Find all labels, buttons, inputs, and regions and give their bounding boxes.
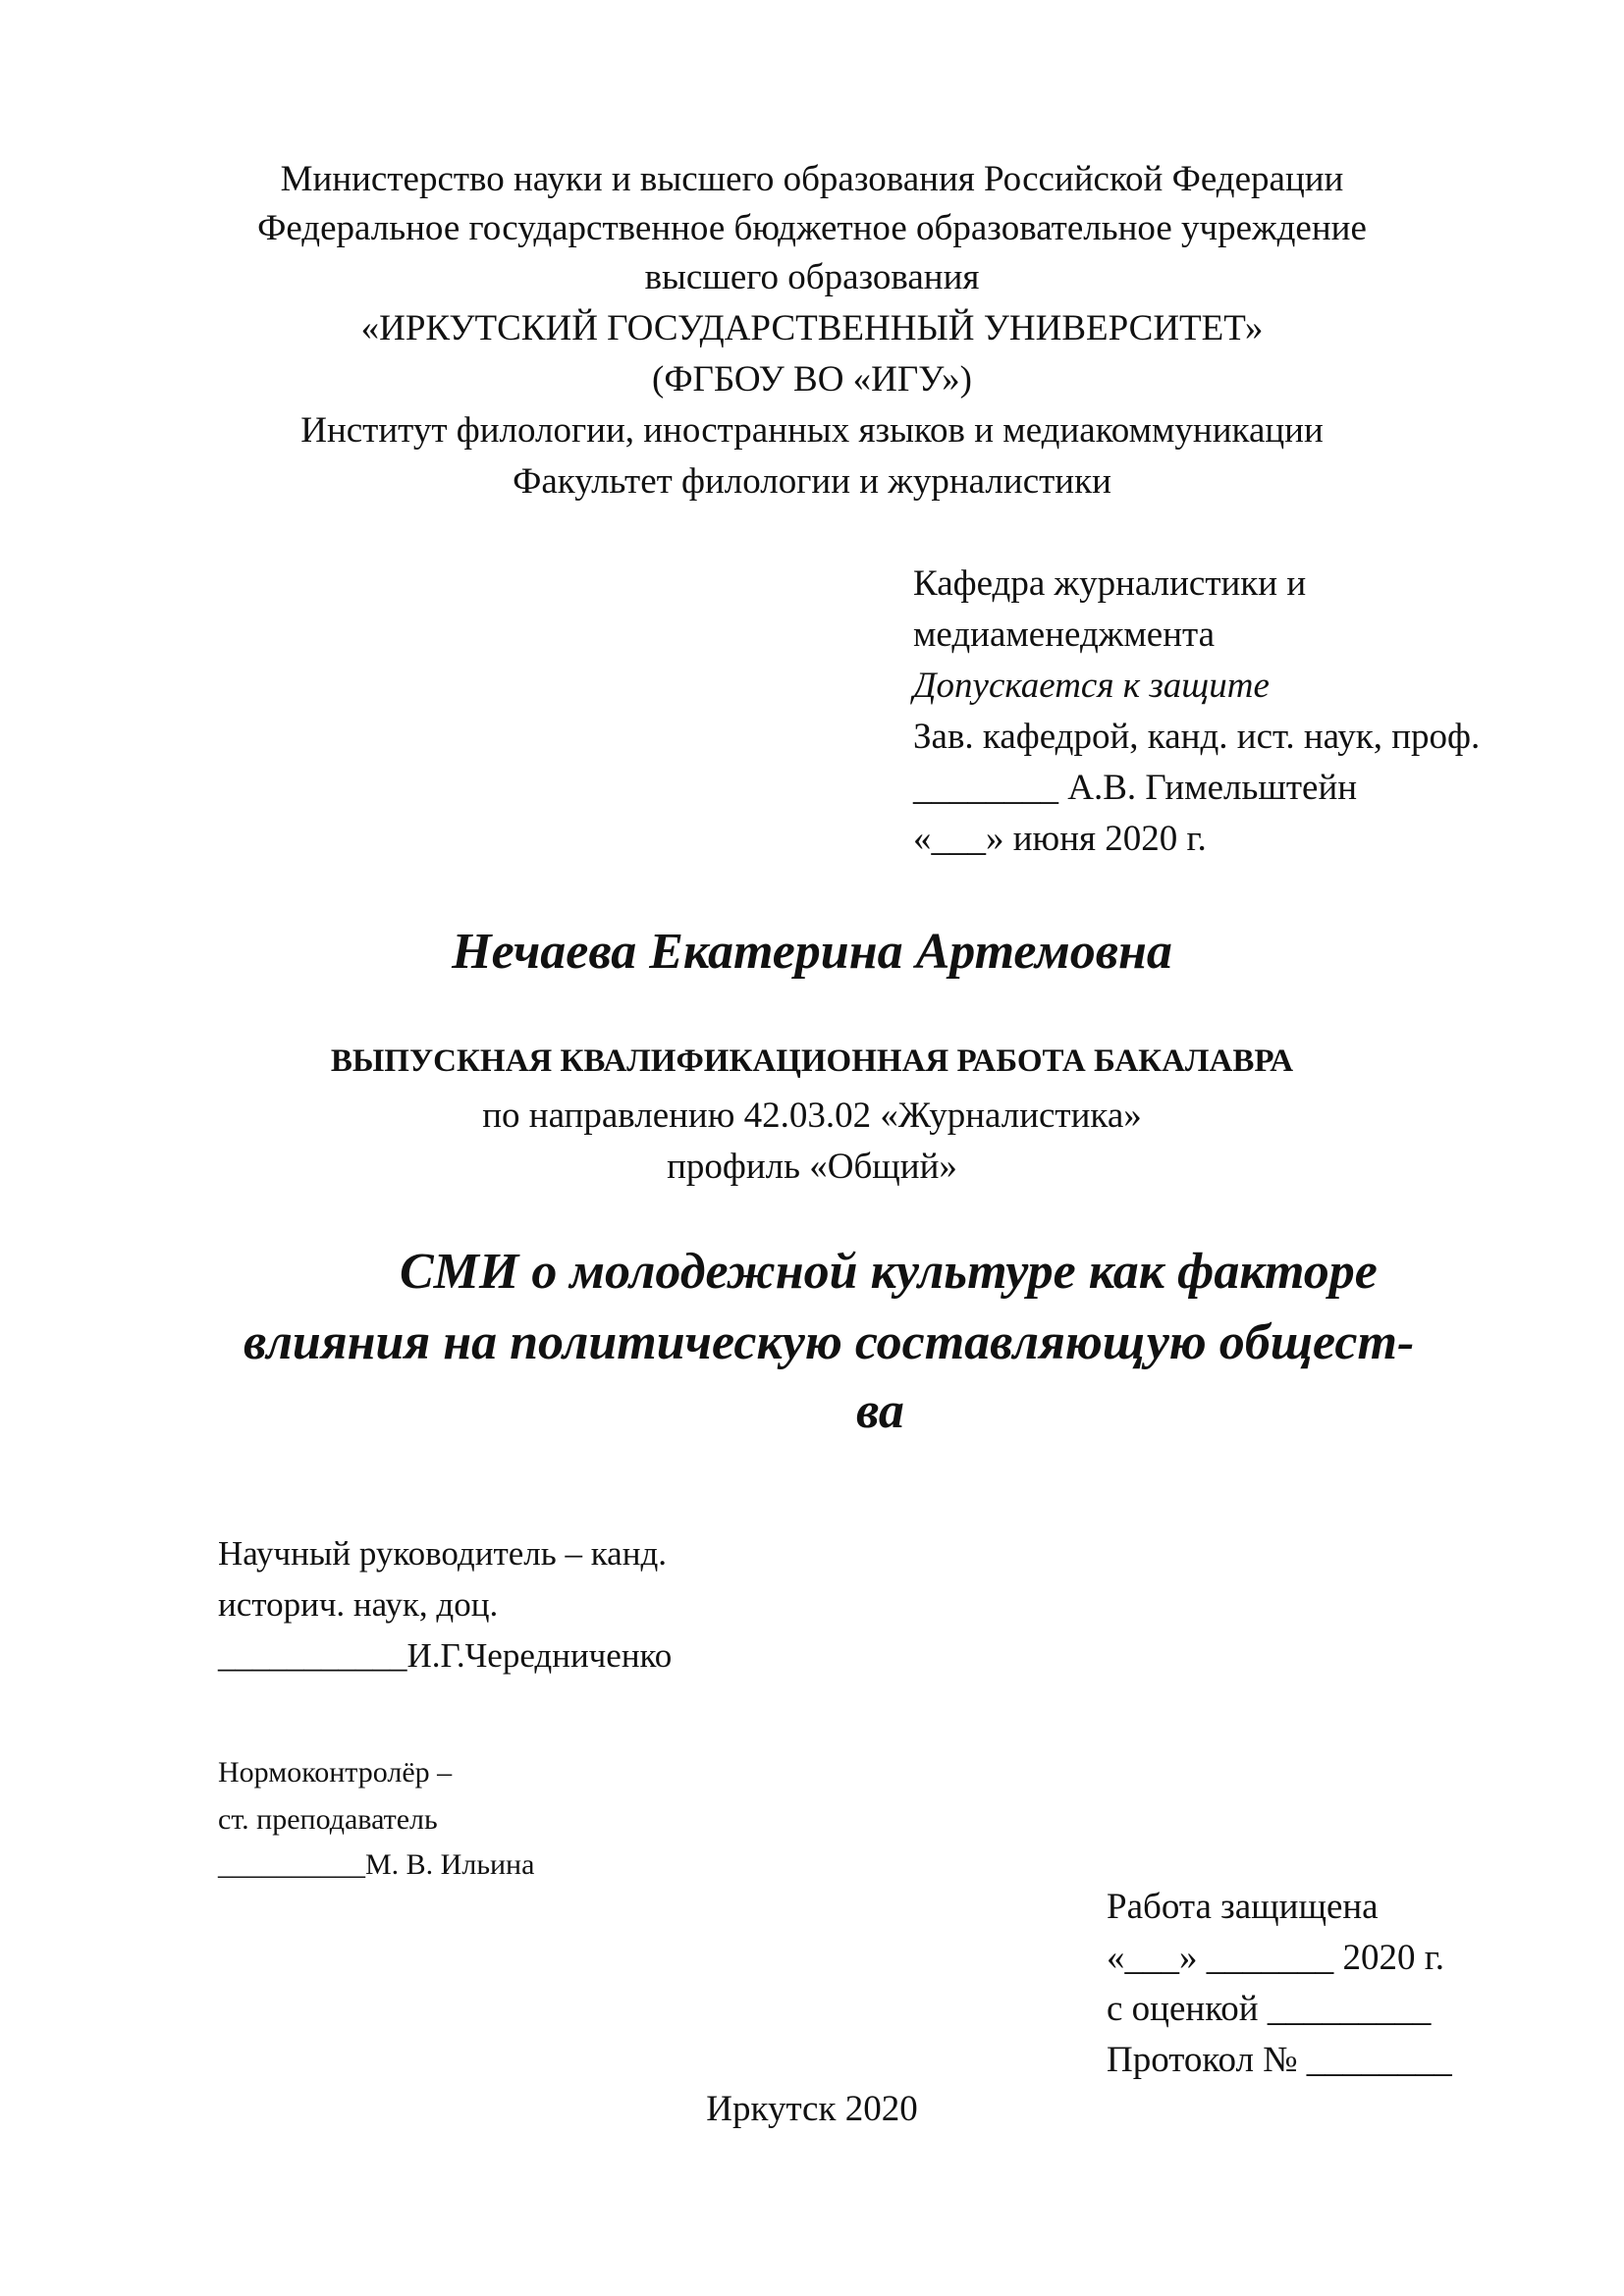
defense-grade: с оценкой _________ bbox=[1107, 1989, 1432, 2029]
work-type: ВЫПУСКНАЯ КВАЛИФИКАЦИОННАЯ РАБОТА БАКАЛАВРА bbox=[330, 1043, 1294, 1079]
defense-date: «___» _______ 2020 г. bbox=[1107, 1938, 1445, 1978]
approval-date: «___» июня 2020 г. bbox=[913, 819, 1207, 859]
author-name: Нечаева Екатерина Артемовна bbox=[452, 924, 1172, 980]
department-line-2: медиаменеджмента bbox=[913, 614, 1216, 655]
institution-type-line: Федеральное государственное бюджетное образовательное учреждение bbox=[257, 208, 1367, 248]
normcontrol-signature: __________М. В. Ильина bbox=[218, 1848, 535, 1881]
university-name: «ИРКУТСКИЙ ГОСУДАРСТВЕННЫЙ УНИВЕРСИТЕТ» bbox=[360, 308, 1264, 348]
city-year: Иркутск 2020 bbox=[706, 2089, 918, 2129]
normcontrol-line-2: ст. преподаватель bbox=[218, 1803, 438, 1836]
faculty-name: Факультет филологии и журналистики bbox=[513, 461, 1111, 502]
supervisor-line-2: историч. наук, доц. bbox=[218, 1585, 499, 1624]
defense-protocol: Протокол № ________ bbox=[1107, 2040, 1452, 2080]
thesis-title-line-2: влияния на политическую составляющую общест- bbox=[244, 1314, 1415, 1370]
normcontrol-line-1: Нормоконтролёр – bbox=[218, 1756, 453, 1789]
supervisor-line-1: Научный руководитель – канд. bbox=[218, 1534, 667, 1573]
thesis-title-line-3: ва bbox=[856, 1383, 904, 1439]
ministry-line: Министерство науки и высшего образования Российской Федерации bbox=[280, 159, 1344, 199]
education-level-line: высшего образования bbox=[644, 257, 980, 297]
head-of-department-signature: ________ А.В. Гимельштейн bbox=[913, 768, 1358, 808]
university-abbreviation: (ФГБОУ ВО «ИГУ») bbox=[652, 359, 972, 400]
head-of-department-title: Зав. кафедрой, канд. ист. наук, проф. bbox=[913, 717, 1481, 757]
institute-name: Институт филологии, иностранных языков и медиакоммуникации bbox=[300, 410, 1324, 451]
work-direction: по направлению 42.03.02 «Журналистика» bbox=[482, 1095, 1142, 1136]
defense-line-1: Работа защищена bbox=[1107, 1887, 1379, 1927]
work-profile: профиль «Общий» bbox=[667, 1147, 957, 1187]
supervisor-signature: ___________И.Г.Чередниченко bbox=[218, 1636, 673, 1675]
thesis-title-line-1: СМИ о молодежной культуре как факторе bbox=[400, 1244, 1378, 1300]
department-line-1: Кафедра журналистики и bbox=[913, 563, 1307, 604]
admitted-to-defense: Допускается к защите bbox=[913, 666, 1270, 706]
